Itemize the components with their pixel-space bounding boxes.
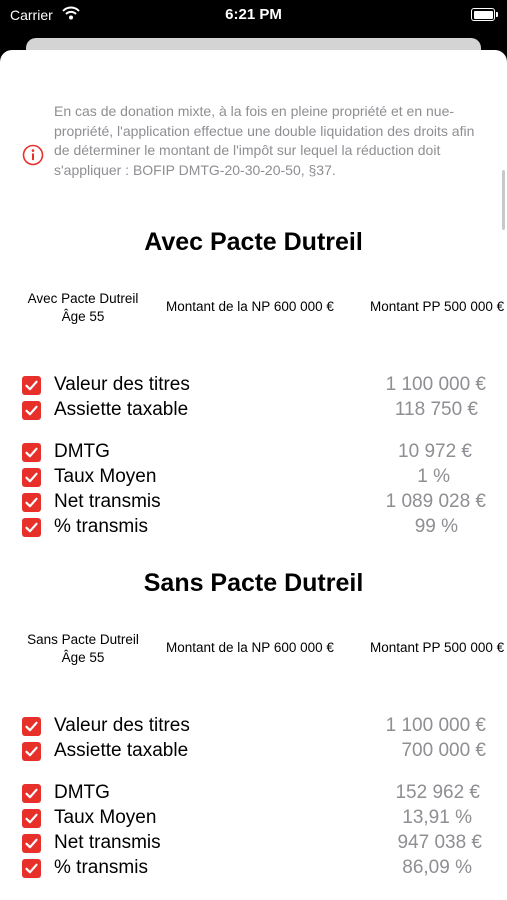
header-profile-title: Avec Pacte Dutreil — [27, 291, 139, 306]
section-title-sans: Sans Pacte Dutreil — [143, 569, 364, 597]
list-item[interactable] — [22, 740, 492, 762]
header-col-np: Montant de la NP 600 000 € — [166, 299, 334, 314]
row-value: 1 100 000 € — [385, 374, 486, 395]
header-col-profile — [18, 290, 148, 325]
checkbox-checked-icon[interactable] — [22, 784, 41, 803]
list-item[interactable] — [22, 857, 492, 879]
list-item[interactable] — [22, 516, 492, 538]
row-value: 10 972 € — [398, 441, 472, 462]
row-value: 947 038 € — [397, 832, 482, 853]
list-item[interactable] — [22, 807, 492, 829]
row-value: 1 089 028 € — [385, 491, 486, 512]
list-item[interactable] — [22, 832, 492, 854]
header-col-np: Montant de la NP 600 000 € — [166, 640, 334, 655]
header-profile-age: Âge 55 — [61, 649, 105, 665]
checkbox-checked-icon[interactable] — [22, 443, 41, 462]
info-text: En cas de donation mixte, à la fois en pleine propriété et en nue-propriété, l'application effectue une double liquidation des droits afin de déterminer le montant de l'impôt sur lequel la réduction doit s'appliquer : BOFIP DMTG-20-30-20-50, §37. — [54, 103, 475, 178]
row-label: Net transmis — [54, 832, 161, 853]
row-label: Valeur des titres — [54, 715, 190, 736]
checkbox-checked-icon[interactable] — [22, 376, 41, 395]
header-col-profile — [18, 631, 148, 666]
header-profile-age: Âge 55 — [61, 308, 105, 324]
row-value: 1 100 000 € — [385, 715, 486, 736]
row-label: Assiette taxable — [54, 740, 189, 761]
checkbox-checked-icon[interactable] — [22, 742, 41, 761]
status-bar — [0, 0, 507, 34]
section-title-avec: Avec Pacte Dutreil — [144, 228, 363, 256]
row-value: 86,09 % — [402, 857, 472, 878]
row-value: 118 750 € — [394, 399, 478, 420]
checkbox-checked-icon[interactable] — [22, 834, 41, 853]
row-label: DMTG — [54, 441, 110, 462]
row-value: 700 000 € — [401, 740, 486, 761]
checkbox-checked-icon[interactable] — [22, 468, 41, 487]
row-value: 99 % — [414, 516, 458, 537]
modal-sheet — [0, 50, 507, 900]
clock: 6:21 PM — [225, 6, 282, 23]
list-item[interactable] — [22, 491, 492, 513]
row-label: Valeur des titres — [54, 374, 190, 395]
header-col-pp: Montant PP 500 000 € — [370, 640, 505, 655]
row-label: Net transmis — [54, 491, 161, 512]
checkbox-checked-icon[interactable] — [22, 717, 41, 736]
row-value: 13,91 % — [402, 807, 472, 828]
list-item[interactable] — [22, 466, 492, 488]
row-label: % transmis — [54, 857, 148, 878]
checkbox-checked-icon[interactable] — [22, 401, 41, 420]
checkbox-checked-icon[interactable] — [22, 859, 41, 878]
row-value: 152 962 € — [395, 782, 480, 803]
checkbox-checked-icon[interactable] — [22, 493, 41, 512]
checkbox-checked-icon[interactable] — [22, 518, 41, 537]
carrier-label: Carrier — [10, 7, 53, 23]
row-label: DMTG — [54, 782, 110, 803]
list-item[interactable] — [22, 441, 492, 463]
header-profile-title: Sans Pacte Dutreil — [27, 632, 139, 647]
checkbox-checked-icon[interactable] — [22, 809, 41, 828]
row-label: Assiette taxable — [54, 399, 189, 420]
row-label: % transmis — [54, 516, 148, 537]
row-label: Taux Moyen — [54, 807, 157, 828]
scrollbar[interactable] — [502, 170, 505, 230]
battery-icon — [471, 8, 495, 21]
list-item[interactable] — [22, 715, 492, 737]
row-value: 1 % — [417, 466, 450, 487]
info-icon — [22, 144, 44, 171]
list-item[interactable] — [22, 782, 492, 804]
list-item[interactable] — [22, 374, 492, 396]
header-col-pp: Montant PP 500 000 € — [370, 299, 505, 314]
row-label: Taux Moyen — [54, 466, 157, 487]
list-item[interactable] — [22, 399, 492, 421]
